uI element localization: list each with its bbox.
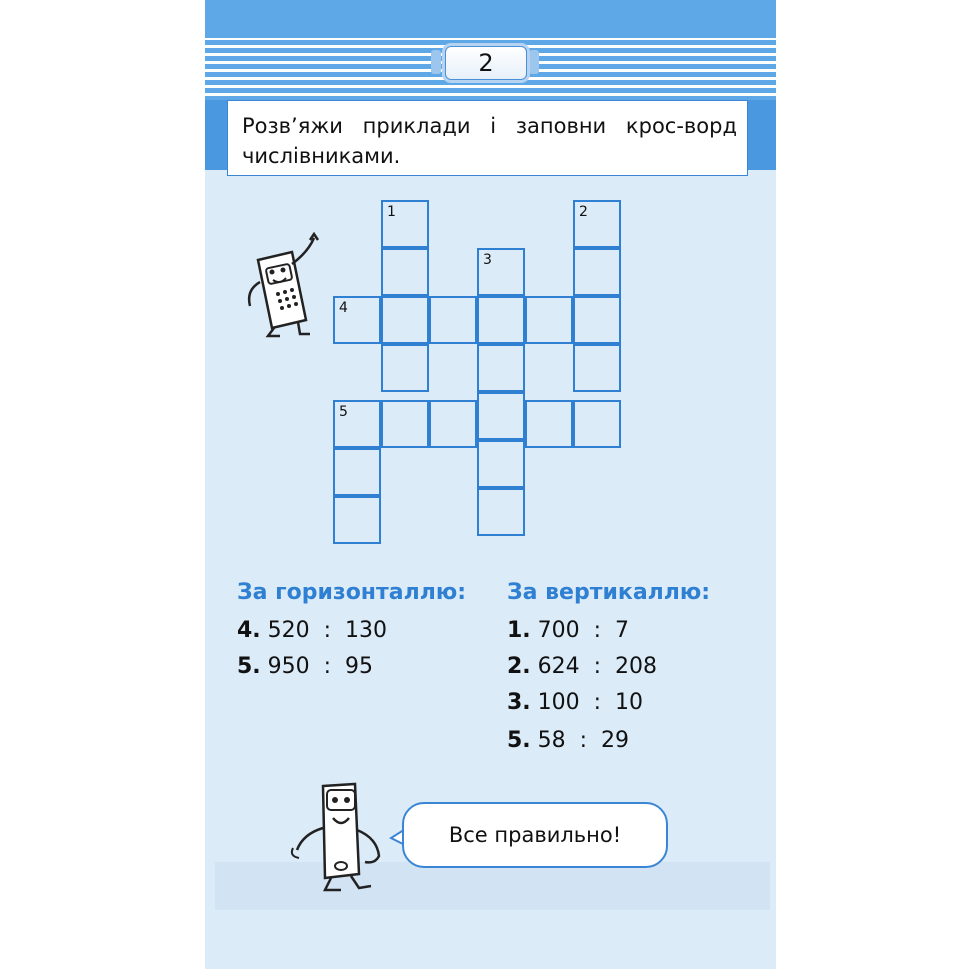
horizontal-clues-heading: За горизонталлю: xyxy=(237,580,467,605)
crossword-number: 1 xyxy=(387,204,396,220)
crossword-cell[interactable] xyxy=(573,248,621,296)
crossword-cell[interactable] xyxy=(477,488,525,536)
crossword-cell[interactable] xyxy=(477,344,525,392)
crossword-cell[interactable] xyxy=(381,344,429,392)
clue-number: 2. xyxy=(507,654,531,679)
crossword-cell[interactable] xyxy=(525,400,573,448)
crossword-cell[interactable] xyxy=(573,200,621,248)
clue-expression: 58 : 29 xyxy=(537,728,630,753)
clue-number: 1. xyxy=(507,618,531,643)
phone-mascot-happy-icon xyxy=(285,778,395,898)
page-card xyxy=(205,0,776,969)
crossword-cell[interactable] xyxy=(381,400,429,448)
crossword-cell[interactable] xyxy=(333,296,381,344)
crossword-cell[interactable] xyxy=(477,392,525,440)
clue-expression: 520 : 130 xyxy=(267,618,388,643)
horizontal-clue xyxy=(237,654,373,679)
crossword-cell[interactable] xyxy=(381,200,429,248)
crossword-cell[interactable] xyxy=(429,400,477,448)
crossword-cell[interactable] xyxy=(333,448,381,496)
clue-expression: 950 : 95 xyxy=(267,654,374,679)
clue-number: 3. xyxy=(507,690,531,715)
clue-number: 4. xyxy=(237,618,261,643)
crossword-cell[interactable] xyxy=(573,400,621,448)
crossword-number: 3 xyxy=(483,252,492,268)
crossword-cell[interactable] xyxy=(381,296,429,344)
horizontal-clue xyxy=(237,618,387,643)
page-number-tab-right xyxy=(529,50,539,74)
instruction-text: Розв’яжи приклади і заповни крос-ворд числівниками. xyxy=(227,100,748,176)
clue-expression: 700 : 7 xyxy=(537,618,630,643)
speech-bubble: Все правильно! xyxy=(402,802,668,868)
vertical-clue xyxy=(507,728,629,753)
vertical-clue xyxy=(507,690,643,715)
page-number: 2 xyxy=(445,46,527,80)
header-band xyxy=(205,0,776,38)
crossword-cell[interactable] xyxy=(573,344,621,392)
vertical-clues-heading: За вертикаллю: xyxy=(507,580,711,605)
crossword-number: 5 xyxy=(339,404,348,420)
crossword-cell[interactable] xyxy=(429,296,477,344)
page-number-tab-left xyxy=(431,50,441,74)
phone-mascot-pointing-icon xyxy=(240,232,330,342)
crossword-cell[interactable] xyxy=(333,400,381,448)
crossword-number: 4 xyxy=(339,300,348,316)
vertical-clue xyxy=(507,654,657,679)
crossword-number: 2 xyxy=(579,204,588,220)
crossword-cell[interactable] xyxy=(525,296,573,344)
clue-number: 5. xyxy=(237,654,261,679)
crossword-cell[interactable] xyxy=(381,248,429,296)
crossword-cell[interactable] xyxy=(573,296,621,344)
clue-expression: 624 : 208 xyxy=(537,654,658,679)
crossword-cell[interactable] xyxy=(477,296,525,344)
clue-expression: 100 : 10 xyxy=(537,690,644,715)
crossword-cell[interactable] xyxy=(477,248,525,296)
vertical-clue xyxy=(507,618,629,643)
clue-number: 5. xyxy=(507,728,531,753)
crossword-cell[interactable] xyxy=(333,496,381,544)
crossword-cell[interactable] xyxy=(477,440,525,488)
